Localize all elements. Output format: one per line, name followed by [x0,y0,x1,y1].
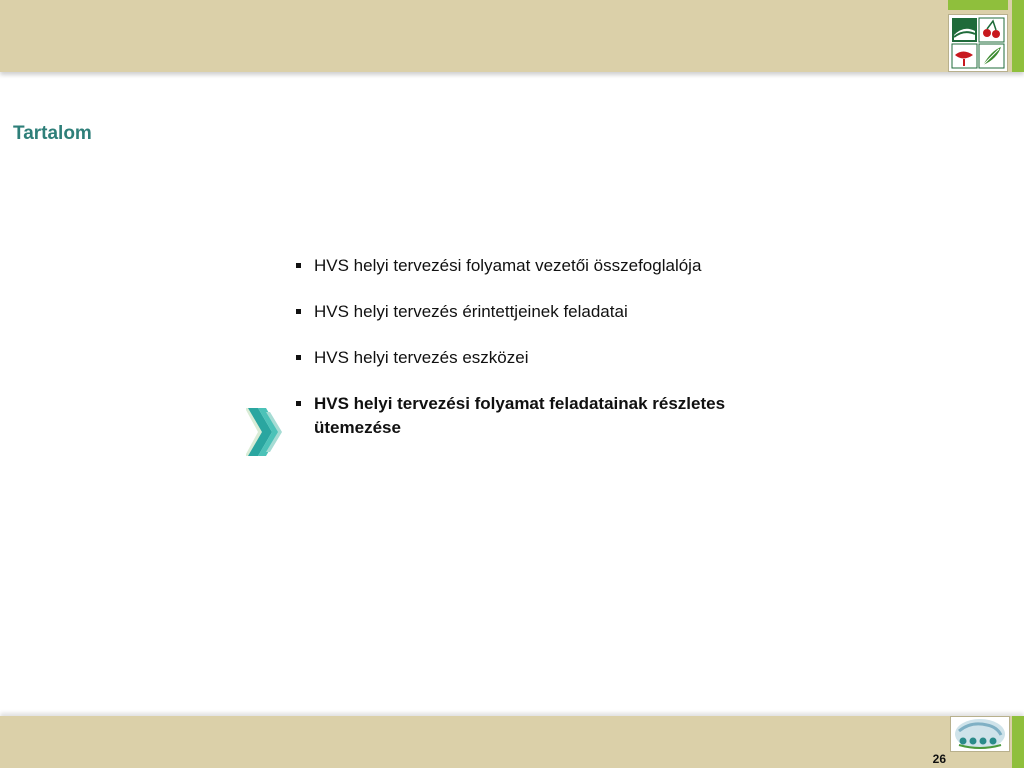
toc-item-label: HVS helyi tervezés eszközei [314,348,529,367]
toc-item-4-current[interactable] [296,392,736,440]
page-title: Tartalom [13,123,92,144]
table-of-contents [296,254,736,462]
toc-item-1[interactable] [296,254,736,278]
toc-item-3[interactable] [296,346,736,370]
header-band [0,0,1024,72]
footer-band [0,716,1024,768]
header-accent-strip [948,0,1008,10]
chevron-arrows-icon [246,408,282,456]
agriculture-logo-icon [948,14,1008,72]
bullet-icon [296,355,301,360]
page-number: 26 [932,752,946,766]
toc-item-label: HVS helyi tervezési folyamat vezetői összefoglalója [314,256,702,275]
header-corner-strip [1012,0,1024,72]
bullet-icon [296,263,301,268]
toc-item-label: HVS helyi tervezési folyamat feladatainak részletes ütemezése [314,394,726,437]
bullet-icon [296,401,301,406]
bullet-icon [296,309,301,314]
footer-corner-strip [1012,716,1024,768]
toc-item-2[interactable] [296,300,736,324]
epap-logo-icon [950,716,1010,752]
toc-item-label: HVS helyi tervezés érintettjeinek feladatai [314,302,628,321]
